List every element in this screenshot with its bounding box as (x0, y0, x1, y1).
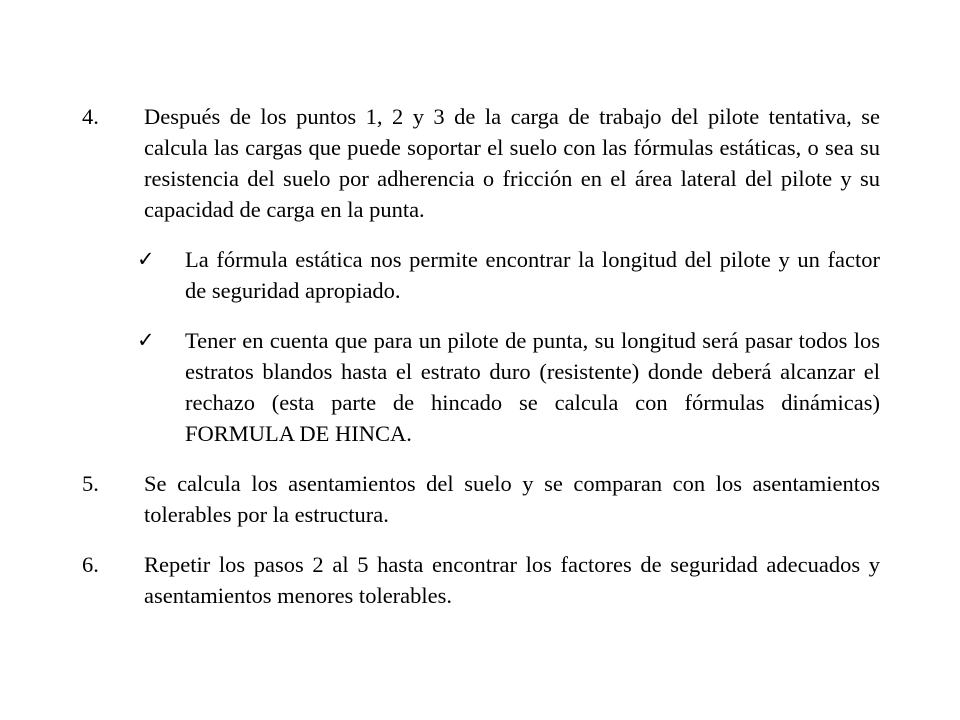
checkmark-icon: ✓ (137, 247, 155, 271)
check-item-static-formula (80, 244, 880, 306)
list-item-text: Después de los puntos 1, 2 y 3 de la carga de trabajo del pilote tentativa, se calcula las cargas que puede soportar el suelo con las fórmulas estáticas, o sea su resistencia del suelo por adherencia o fricción en el área lateral del pilote y su capacidad de carga en la punta. (144, 104, 880, 222)
list-number: 5. (82, 471, 99, 496)
list-number: 6. (82, 552, 99, 577)
list-item-4 (80, 101, 880, 225)
list-item-text: Se calcula los asentamientos del suelo y se comparan con los asentamientos tolerables por la estructura. (144, 471, 880, 527)
checkmark-icon: ✓ (137, 328, 155, 352)
check-item-text: Tener en cuenta que para un pilote de punta, su longitud será pasar todos los estratos blandos hasta el estrato duro (resistente) donde deberá alcanzar el rechazo (esta parte de hincado se calcula con fórmulas dinámicas) FORMULA DE HINCA. (185, 328, 880, 446)
check-item-text: La fórmula estática nos permite encontrar la longitud del pilote y un factor de seguridad apropiado. (185, 247, 880, 303)
check-item-point-pile (80, 325, 880, 449)
list-number: 4. (82, 104, 99, 129)
list-item-text: Repetir los pasos 2 al 5 hasta encontrar los factores de seguridad adecuados y asentamientos menores tolerables. (144, 552, 880, 608)
slide-body (80, 101, 880, 630)
list-item-5 (80, 468, 880, 530)
list-item-6 (80, 549, 880, 611)
